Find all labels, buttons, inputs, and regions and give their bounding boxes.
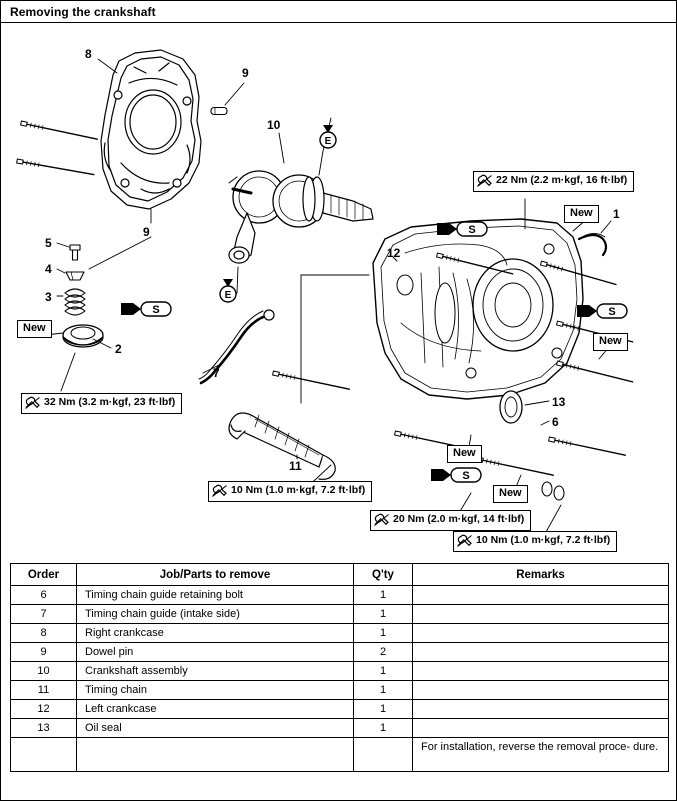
new-part-label: New — [593, 333, 628, 351]
table-row — [11, 719, 669, 738]
torque-spec-text: 32 Nm (3.2 m·kgf, 23 ft·lbf) — [44, 396, 176, 408]
callout-1: 1 — [613, 207, 620, 221]
callout-10: 10 — [267, 118, 281, 132]
exploded-diagram — [1, 23, 676, 559]
page-title: Removing the crankshaft — [10, 5, 156, 19]
cell-job: Right crankcase — [77, 624, 354, 643]
table-row — [11, 700, 669, 719]
torque-spec — [370, 510, 531, 531]
cell-order: 13 — [11, 719, 77, 738]
cell-remarks — [413, 605, 669, 624]
cell-qty: 2 — [354, 643, 413, 662]
svg-text:E: E — [224, 290, 232, 301]
column-header-remarks: Remarks — [413, 564, 669, 586]
parts-table-wrap — [10, 563, 668, 772]
cell-order: 11 — [11, 681, 77, 700]
callout-9-top: 9 — [242, 66, 249, 80]
callout-6: 6 — [552, 415, 559, 429]
diagram-artwork — [1, 23, 676, 559]
svg-text:S: S — [608, 306, 616, 318]
callout-5: 5 — [45, 236, 52, 250]
cell-qty: 1 — [354, 605, 413, 624]
lubricant-e-icon — [317, 123, 339, 149]
table-row — [11, 662, 669, 681]
cell-job: Oil seal — [77, 719, 354, 738]
callout-8: 8 — [85, 47, 92, 61]
cell-job: Dowel pin — [77, 643, 354, 662]
svg-text:S: S — [468, 224, 476, 236]
cell-remarks — [413, 586, 669, 605]
cell-qty — [354, 738, 413, 772]
wrench-icon — [212, 485, 227, 498]
column-header-order: Order — [11, 564, 77, 586]
new-part-label: New — [447, 445, 482, 463]
cell-job: Timing chain guide (intake side) — [77, 605, 354, 624]
section-title-bar — [1, 1, 676, 23]
wrench-icon — [477, 175, 492, 188]
callout-9-lower: 9 — [143, 225, 150, 239]
lubricant-s-icon — [119, 299, 173, 319]
callout-12: 12 — [387, 246, 401, 260]
torque-spec — [208, 481, 372, 502]
cell-order: 9 — [11, 643, 77, 662]
table-row — [11, 624, 669, 643]
torque-spec-text: 20 Nm (2.0 m·kgf, 14 ft·lbf) — [393, 513, 525, 525]
cell-qty: 1 — [354, 624, 413, 643]
callout-11: 11 — [289, 459, 302, 473]
torque-spec — [453, 531, 617, 552]
table-header-row — [11, 564, 669, 586]
new-part-label: New — [493, 485, 528, 503]
cell-job — [77, 738, 354, 772]
torque-spec — [21, 393, 182, 414]
cell-remarks — [413, 719, 669, 738]
svg-text:E: E — [324, 136, 332, 147]
cell-remarks — [413, 643, 669, 662]
table-row — [11, 586, 669, 605]
cell-qty: 1 — [354, 681, 413, 700]
cell-job: Timing chain — [77, 681, 354, 700]
torque-spec-text: 22 Nm (2.2 m·kgf, 16 ft·lbf) — [496, 174, 628, 186]
callout-3: 3 — [45, 290, 52, 304]
torque-spec-text: 10 Nm (1.0 m·kgf, 7.2 ft·lbf) — [231, 484, 366, 496]
cell-order: 7 — [11, 605, 77, 624]
cell-qty: 1 — [354, 662, 413, 681]
lubricant-s-icon — [435, 219, 489, 239]
cell-job: Timing chain guide retaining bolt — [77, 586, 354, 605]
new-part-label: New — [17, 320, 52, 338]
table-row — [11, 605, 669, 624]
svg-text:S: S — [462, 470, 470, 482]
cell-order: 6 — [11, 586, 77, 605]
lubricant-s-icon — [429, 465, 483, 485]
cell-remarks — [413, 662, 669, 681]
torque-spec — [473, 171, 634, 192]
torque-spec-text: 10 Nm (1.0 m·kgf, 7.2 ft·lbf) — [476, 534, 611, 546]
callout-7: 7 — [213, 366, 220, 380]
cell-qty: 1 — [354, 586, 413, 605]
cell-order — [11, 738, 77, 772]
cell-remarks — [413, 681, 669, 700]
cell-job: Crankshaft assembly — [77, 662, 354, 681]
wrench-icon — [457, 535, 472, 548]
cell-qty: 1 — [354, 719, 413, 738]
lubricant-e-icon — [217, 277, 239, 303]
lubricant-s-icon — [575, 301, 629, 321]
table-row — [11, 643, 669, 662]
column-header-job: Job/Parts to remove — [77, 564, 354, 586]
wrench-icon — [25, 397, 40, 410]
cell-remarks: For installation, reverse the removal proce- dure. — [413, 738, 669, 772]
cell-remarks — [413, 624, 669, 643]
callout-4: 4 — [45, 262, 52, 276]
wrench-icon — [374, 514, 389, 527]
new-part-label: New — [564, 205, 599, 223]
cell-remarks — [413, 700, 669, 719]
svg-text:S: S — [152, 304, 160, 316]
callout-13: 13 — [552, 395, 566, 409]
cell-qty: 1 — [354, 700, 413, 719]
table-row — [11, 738, 669, 772]
callout-2: 2 — [115, 342, 122, 356]
cell-order: 8 — [11, 624, 77, 643]
cell-order: 10 — [11, 662, 77, 681]
cell-order: 12 — [11, 700, 77, 719]
cell-job: Left crankcase — [77, 700, 354, 719]
table-row — [11, 681, 669, 700]
parts-table — [10, 563, 669, 772]
column-header-qty: Q'ty — [354, 564, 413, 586]
